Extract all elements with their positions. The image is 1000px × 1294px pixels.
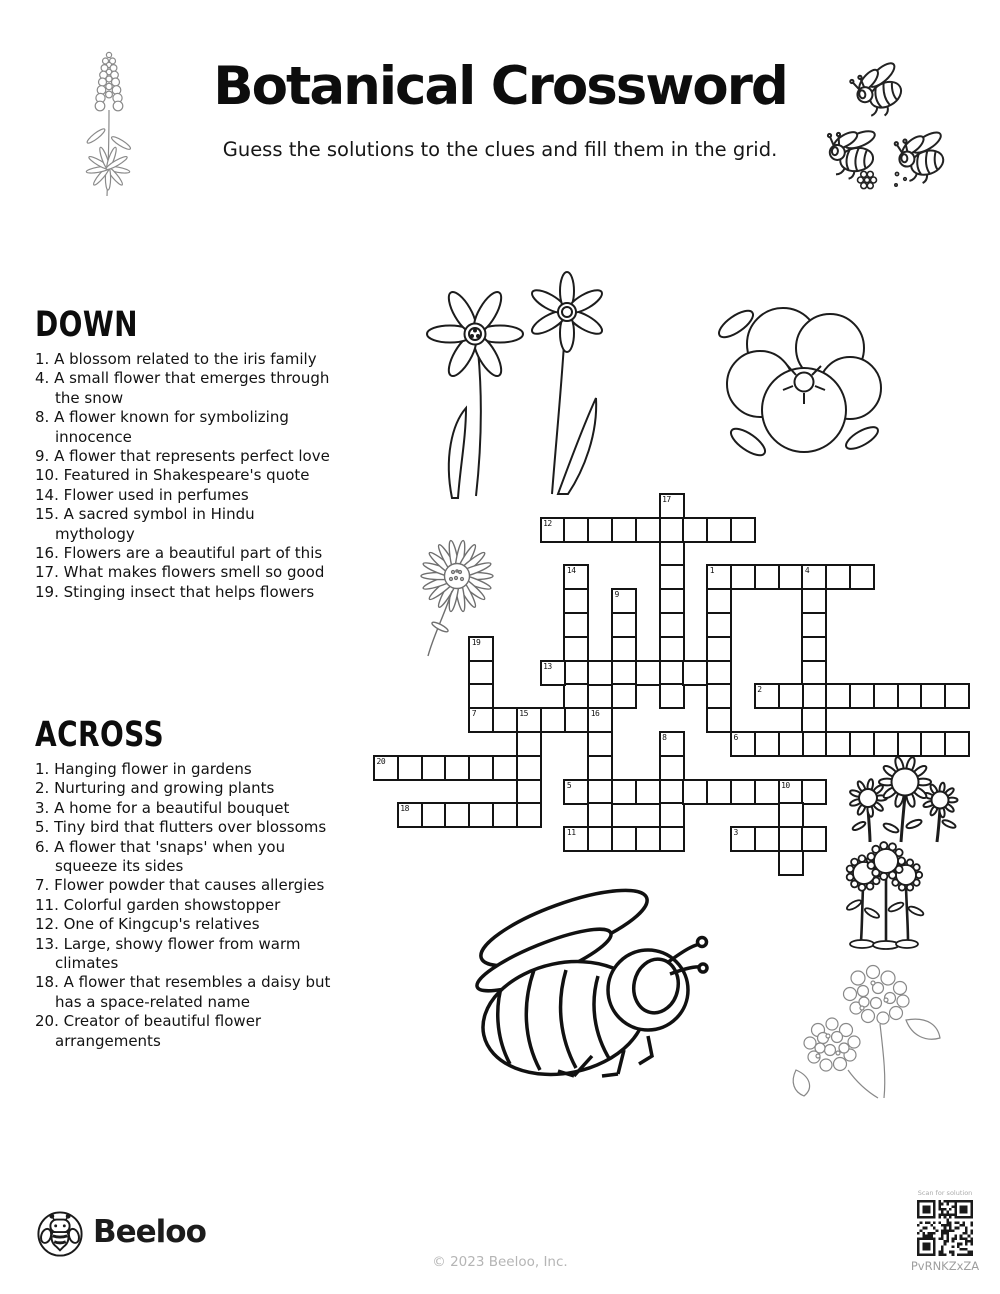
grid-cell[interactable]	[492, 707, 518, 733]
grid-cell[interactable]	[587, 707, 613, 733]
grid-cell[interactable]	[825, 683, 851, 709]
grid-cell[interactable]	[397, 802, 423, 828]
clue-down-14: 14. Flower used in perfumes	[35, 485, 249, 504]
grid-cell[interactable]	[706, 517, 732, 543]
sunflower-trio-illustration	[843, 756, 963, 848]
grid-cell[interactable]	[849, 731, 875, 757]
grid-cell-number: 18	[400, 804, 409, 814]
grid-cell[interactable]	[801, 683, 827, 709]
grid-cell[interactable]	[659, 564, 685, 590]
grid-cell-number: 10	[781, 780, 790, 790]
down-clue-list	[35, 350, 338, 602]
daffodil-illustration	[400, 272, 645, 502]
grid-cell[interactable]	[516, 731, 542, 757]
grid-cell[interactable]	[421, 755, 447, 781]
grid-cell[interactable]	[801, 612, 827, 638]
clue-down-16: 16. Flowers are a beautiful part of this	[35, 544, 323, 563]
grid-cell[interactable]	[920, 683, 946, 709]
clue-across-11: 11. Colorful garden showstopper	[35, 895, 281, 914]
grid-cell[interactable]	[659, 541, 685, 567]
grid-cell[interactable]	[587, 660, 613, 686]
grid-cell[interactable]	[444, 802, 470, 828]
clue-down-4: 4. A small flower that emerges through the snow	[35, 369, 330, 407]
grid-cell[interactable]	[778, 683, 804, 709]
grid-cell[interactable]	[754, 564, 780, 590]
grid-cell[interactable]	[516, 755, 542, 781]
grid-cell-number: 20	[376, 756, 386, 766]
grid-cell[interactable]	[801, 564, 827, 590]
grid-cell[interactable]	[944, 731, 970, 757]
grid-cell[interactable]	[873, 683, 899, 709]
grid-cell[interactable]	[706, 564, 732, 590]
grid-cell[interactable]	[801, 731, 827, 757]
clue-down-8: 8. A flower known for symbolizing innocence	[35, 408, 289, 446]
grid-cell[interactable]	[563, 683, 589, 709]
grid-cell[interactable]	[801, 636, 827, 662]
grid-cell[interactable]	[516, 707, 542, 733]
grid-cell[interactable]	[730, 517, 756, 543]
grid-cell[interactable]	[563, 707, 589, 733]
grid-cell[interactable]	[540, 660, 566, 686]
grid-cell[interactable]	[659, 731, 685, 757]
grid-cell[interactable]	[801, 588, 827, 614]
grid-cell[interactable]	[468, 660, 494, 686]
button-flower-trio-illustration	[842, 843, 927, 955]
grid-cell-number: 3	[733, 828, 738, 838]
grid-cell[interactable]	[659, 660, 685, 686]
clue-down-17: 17. What makes flowers smell so good	[35, 563, 325, 582]
grid-cell[interactable]	[801, 826, 827, 852]
grid-cell[interactable]	[611, 517, 637, 543]
grid-cell[interactable]	[754, 826, 780, 852]
grid-cell[interactable]	[754, 779, 780, 805]
grid-cell-number: 16	[590, 709, 600, 719]
grid-cell[interactable]	[659, 826, 685, 852]
grid-cell[interactable]	[825, 564, 851, 590]
grid-cell[interactable]	[778, 779, 804, 805]
clue-down-19: 19. Stinging insect that helps flowers	[35, 582, 315, 601]
grid-cell-number: 5	[566, 780, 572, 790]
grid-cell[interactable]	[611, 779, 637, 805]
grid-cell[interactable]	[611, 612, 637, 638]
grid-cell[interactable]	[706, 636, 732, 662]
grid-cell[interactable]	[920, 731, 946, 757]
grid-cell[interactable]	[563, 564, 589, 590]
grid-cell-number: 2	[757, 685, 762, 695]
grid-cell[interactable]	[468, 755, 494, 781]
qr-code-label: PvRNKZxZA	[910, 1259, 980, 1273]
grid-cell[interactable]	[778, 802, 804, 828]
grid-cell[interactable]	[659, 755, 685, 781]
copyright-text: © 2023 Beeloo, Inc.	[432, 1254, 568, 1270]
grid-cell[interactable]	[492, 802, 518, 828]
grid-cell[interactable]	[801, 707, 827, 733]
grid-cell[interactable]	[706, 588, 732, 614]
grid-cell[interactable]	[563, 660, 589, 686]
grid-cell[interactable]	[540, 517, 566, 543]
brand-wordmark: Beeloo	[93, 1214, 206, 1250]
grid-cell[interactable]	[825, 731, 851, 757]
grid-cell[interactable]	[611, 660, 637, 686]
across-clue-list	[35, 760, 338, 1051]
grid-cell[interactable]	[897, 683, 923, 709]
down-section	[35, 306, 338, 602]
grid-cell[interactable]	[421, 802, 447, 828]
grid-cell-number: 6	[733, 733, 738, 742]
grid-cell[interactable]	[563, 826, 589, 852]
honeybee-large-illustration	[452, 878, 707, 1073]
grid-cell-number: 4	[804, 566, 810, 576]
grid-cell[interactable]	[778, 731, 804, 757]
grid-cell[interactable]	[587, 779, 613, 805]
qr-code	[917, 1200, 973, 1256]
clue-down-1: 1. A blossom related to the iris family	[35, 350, 317, 368]
grid-cell[interactable]	[659, 779, 685, 805]
clue-down-9: 9. A flower that represents perfect love	[35, 447, 330, 466]
grid-cell[interactable]	[801, 660, 827, 686]
grid-cell[interactable]	[563, 588, 589, 614]
grid-cell[interactable]	[944, 683, 970, 709]
grid-cell[interactable]	[730, 731, 756, 757]
grid-cell-number: 13	[543, 661, 552, 671]
grid-cell[interactable]	[778, 826, 804, 852]
clue-across-6: 6. A flower that 'snaps' when you squeeze its sides	[35, 837, 286, 876]
grid-cell[interactable]	[659, 612, 685, 638]
grid-cell[interactable]	[468, 636, 494, 662]
grid-cell[interactable]	[563, 779, 589, 805]
grid-cell[interactable]	[754, 683, 780, 709]
grid-cell[interactable]	[706, 779, 732, 805]
grid-cell-number: 11	[566, 828, 576, 838]
grid-cell-number: 1	[709, 566, 715, 576]
grid-cell[interactable]	[897, 731, 923, 757]
across-heading: ACROSS	[35, 715, 165, 755]
clue-across-13: 13. Large, showy flower from warm climates	[35, 934, 301, 973]
grid-cell[interactable]	[730, 826, 756, 852]
grid-cell[interactable]	[563, 612, 589, 638]
grid-cell[interactable]	[516, 779, 542, 805]
grid-cell-number: 19	[471, 637, 481, 647]
page-title: Botanical Crossword	[213, 56, 787, 117]
grid-cell[interactable]	[611, 636, 637, 662]
grid-cell[interactable]	[706, 707, 732, 733]
down-heading: DOWN	[35, 305, 138, 345]
grid-cell[interactable]	[659, 493, 685, 519]
grid-cell[interactable]	[730, 779, 756, 805]
grid-cell[interactable]	[468, 707, 494, 733]
grid-cell[interactable]	[635, 517, 661, 543]
clue-across-5: 5. Tiny bird that flutters over blossoms	[35, 818, 327, 837]
grid-cell[interactable]	[611, 588, 637, 614]
grid-cell[interactable]	[492, 755, 518, 781]
grid-cell-number: 15	[519, 709, 528, 719]
grid-cell[interactable]	[563, 636, 589, 662]
grid-cell[interactable]	[706, 612, 732, 638]
hydrangea-illustration	[788, 958, 943, 1098]
grid-cell[interactable]	[706, 683, 732, 709]
clue-across-1: 1. Hanging flower in gardens	[35, 760, 252, 778]
grid-cell[interactable]	[778, 850, 804, 876]
across-section	[35, 716, 338, 1051]
clue-down-10: 10. Featured in Shakespeare's quote	[35, 466, 310, 485]
grid-cell[interactable]	[659, 588, 685, 614]
grid-cell[interactable]	[659, 683, 685, 709]
grid-cell[interactable]	[778, 564, 804, 590]
grid-cell[interactable]	[801, 779, 827, 805]
grid-cell[interactable]	[635, 826, 661, 852]
grid-cell[interactable]	[540, 707, 566, 733]
grid-cell[interactable]	[516, 802, 542, 828]
clue-down-15: 15. A sacred symbol in Hindu mythology	[35, 505, 255, 543]
grid-cell[interactable]	[659, 802, 685, 828]
clue-across-12: 12. One of Kingcup's relatives	[35, 915, 260, 934]
pansy-illustration	[698, 292, 908, 477]
grid-cell[interactable]	[635, 779, 661, 805]
grid-cell[interactable]	[659, 636, 685, 662]
grid-cell[interactable]	[659, 517, 685, 543]
clue-across-20: 20. Creator of beautiful flower arrangements	[35, 1012, 262, 1050]
grid-cell[interactable]	[754, 731, 780, 757]
grid-cell-number: 14	[566, 566, 576, 576]
grid-cell-number: 9	[614, 590, 619, 600]
page-subtitle: Guess the solutions to the clues and fill them in the grid.	[222, 138, 778, 161]
grid-cell[interactable]	[611, 826, 637, 852]
grid-cell[interactable]	[849, 564, 875, 590]
grid-cell-number: 8	[662, 733, 667, 742]
grid-cell[interactable]	[587, 802, 613, 828]
grid-cell[interactable]	[706, 660, 732, 686]
grid-cell[interactable]	[635, 660, 661, 686]
grid-cell[interactable]	[468, 683, 494, 709]
qr-caption: Scan for solution	[917, 1189, 973, 1197]
grid-cell[interactable]	[397, 755, 423, 781]
grid-cell[interactable]	[373, 755, 399, 781]
grid-cell[interactable]	[849, 683, 875, 709]
grid-cell[interactable]	[444, 755, 470, 781]
grid-cell[interactable]	[682, 517, 708, 543]
beeloo-bee-logo	[36, 1210, 84, 1258]
grid-cell[interactable]	[611, 683, 637, 709]
grid-cell[interactable]	[730, 564, 756, 590]
grid-cell-number: 17	[662, 495, 671, 504]
grid-cell[interactable]	[587, 517, 613, 543]
clue-across-2: 2. Nurturing and growing plants	[35, 779, 275, 798]
grid-cell[interactable]	[587, 826, 613, 852]
clue-across-3: 3. A home for a beautiful bouquet	[35, 798, 290, 817]
grid-cell[interactable]	[587, 755, 613, 781]
grid-cell-number: 12	[543, 518, 552, 528]
clue-across-7: 7. Flower powder that causes allergies	[35, 876, 325, 895]
grid-cell[interactable]	[563, 517, 589, 543]
grid-cell[interactable]	[873, 731, 899, 757]
grid-cell[interactable]	[468, 802, 494, 828]
grid-cell[interactable]	[587, 731, 613, 757]
grid-cell-number: 7	[471, 709, 477, 719]
grid-cell[interactable]	[682, 779, 708, 805]
clue-across-18: 18. A flower that resembles a daisy but has a space-related name	[35, 973, 331, 1011]
grid-cell[interactable]	[682, 660, 708, 686]
